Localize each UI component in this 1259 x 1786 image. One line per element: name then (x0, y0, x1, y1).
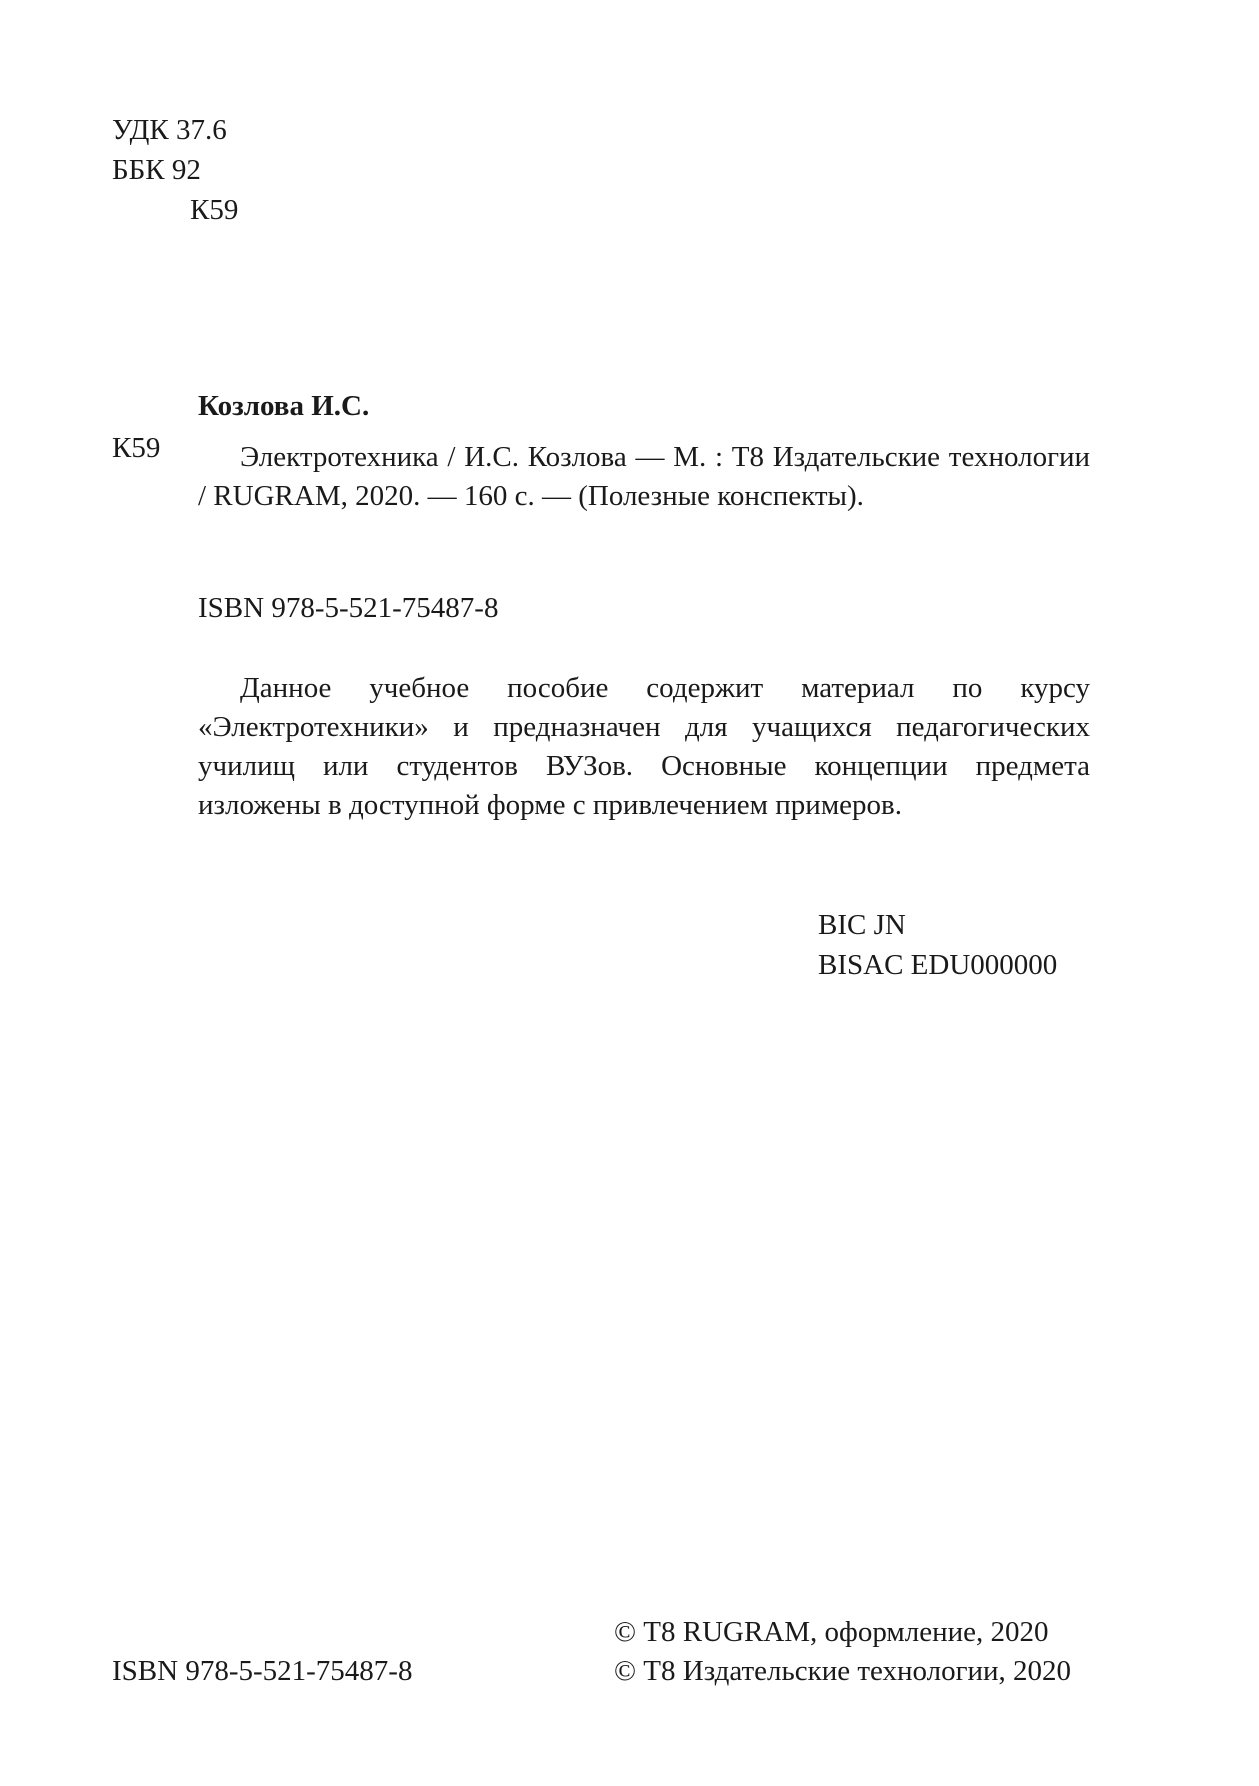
author-sign-side: К59 (112, 432, 161, 464)
copyright-design: © Т8 RUGRAM, оформление, 2020 (614, 1616, 1049, 1648)
bibliographic-description: Электротехника / И.С. Козлова — М. : Т8 Издательские технологии / RUGRAM, 2020. — 160 с. — (Полезные конспекты). (198, 441, 1090, 512)
author-name: Козлова И.С. (198, 390, 370, 422)
isbn: ISBN 978-5-521-75487-8 (198, 592, 499, 624)
bisac-code: BISAC EDU000000 (818, 949, 1058, 981)
copyright-publisher: © Т8 Издательские технологии, 2020 (614, 1655, 1072, 1687)
bbk-code: ББК 92 (112, 154, 201, 186)
udk-code: УДК 37.6 (112, 114, 227, 146)
author-sign-top: К59 (190, 194, 239, 226)
footer-isbn: ISBN 978-5-521-75487-8 (112, 1655, 413, 1687)
bic-code: BIC JN (818, 909, 906, 941)
annotation-paragraph: Данное учебное пособие содержит материал по курсу «Электротехники» и предназначен для учащихся педагогических училищ или студентов ВУЗов. Основные концепции предмета изложены в доступной форме с привлечением примеров. (198, 672, 1090, 821)
